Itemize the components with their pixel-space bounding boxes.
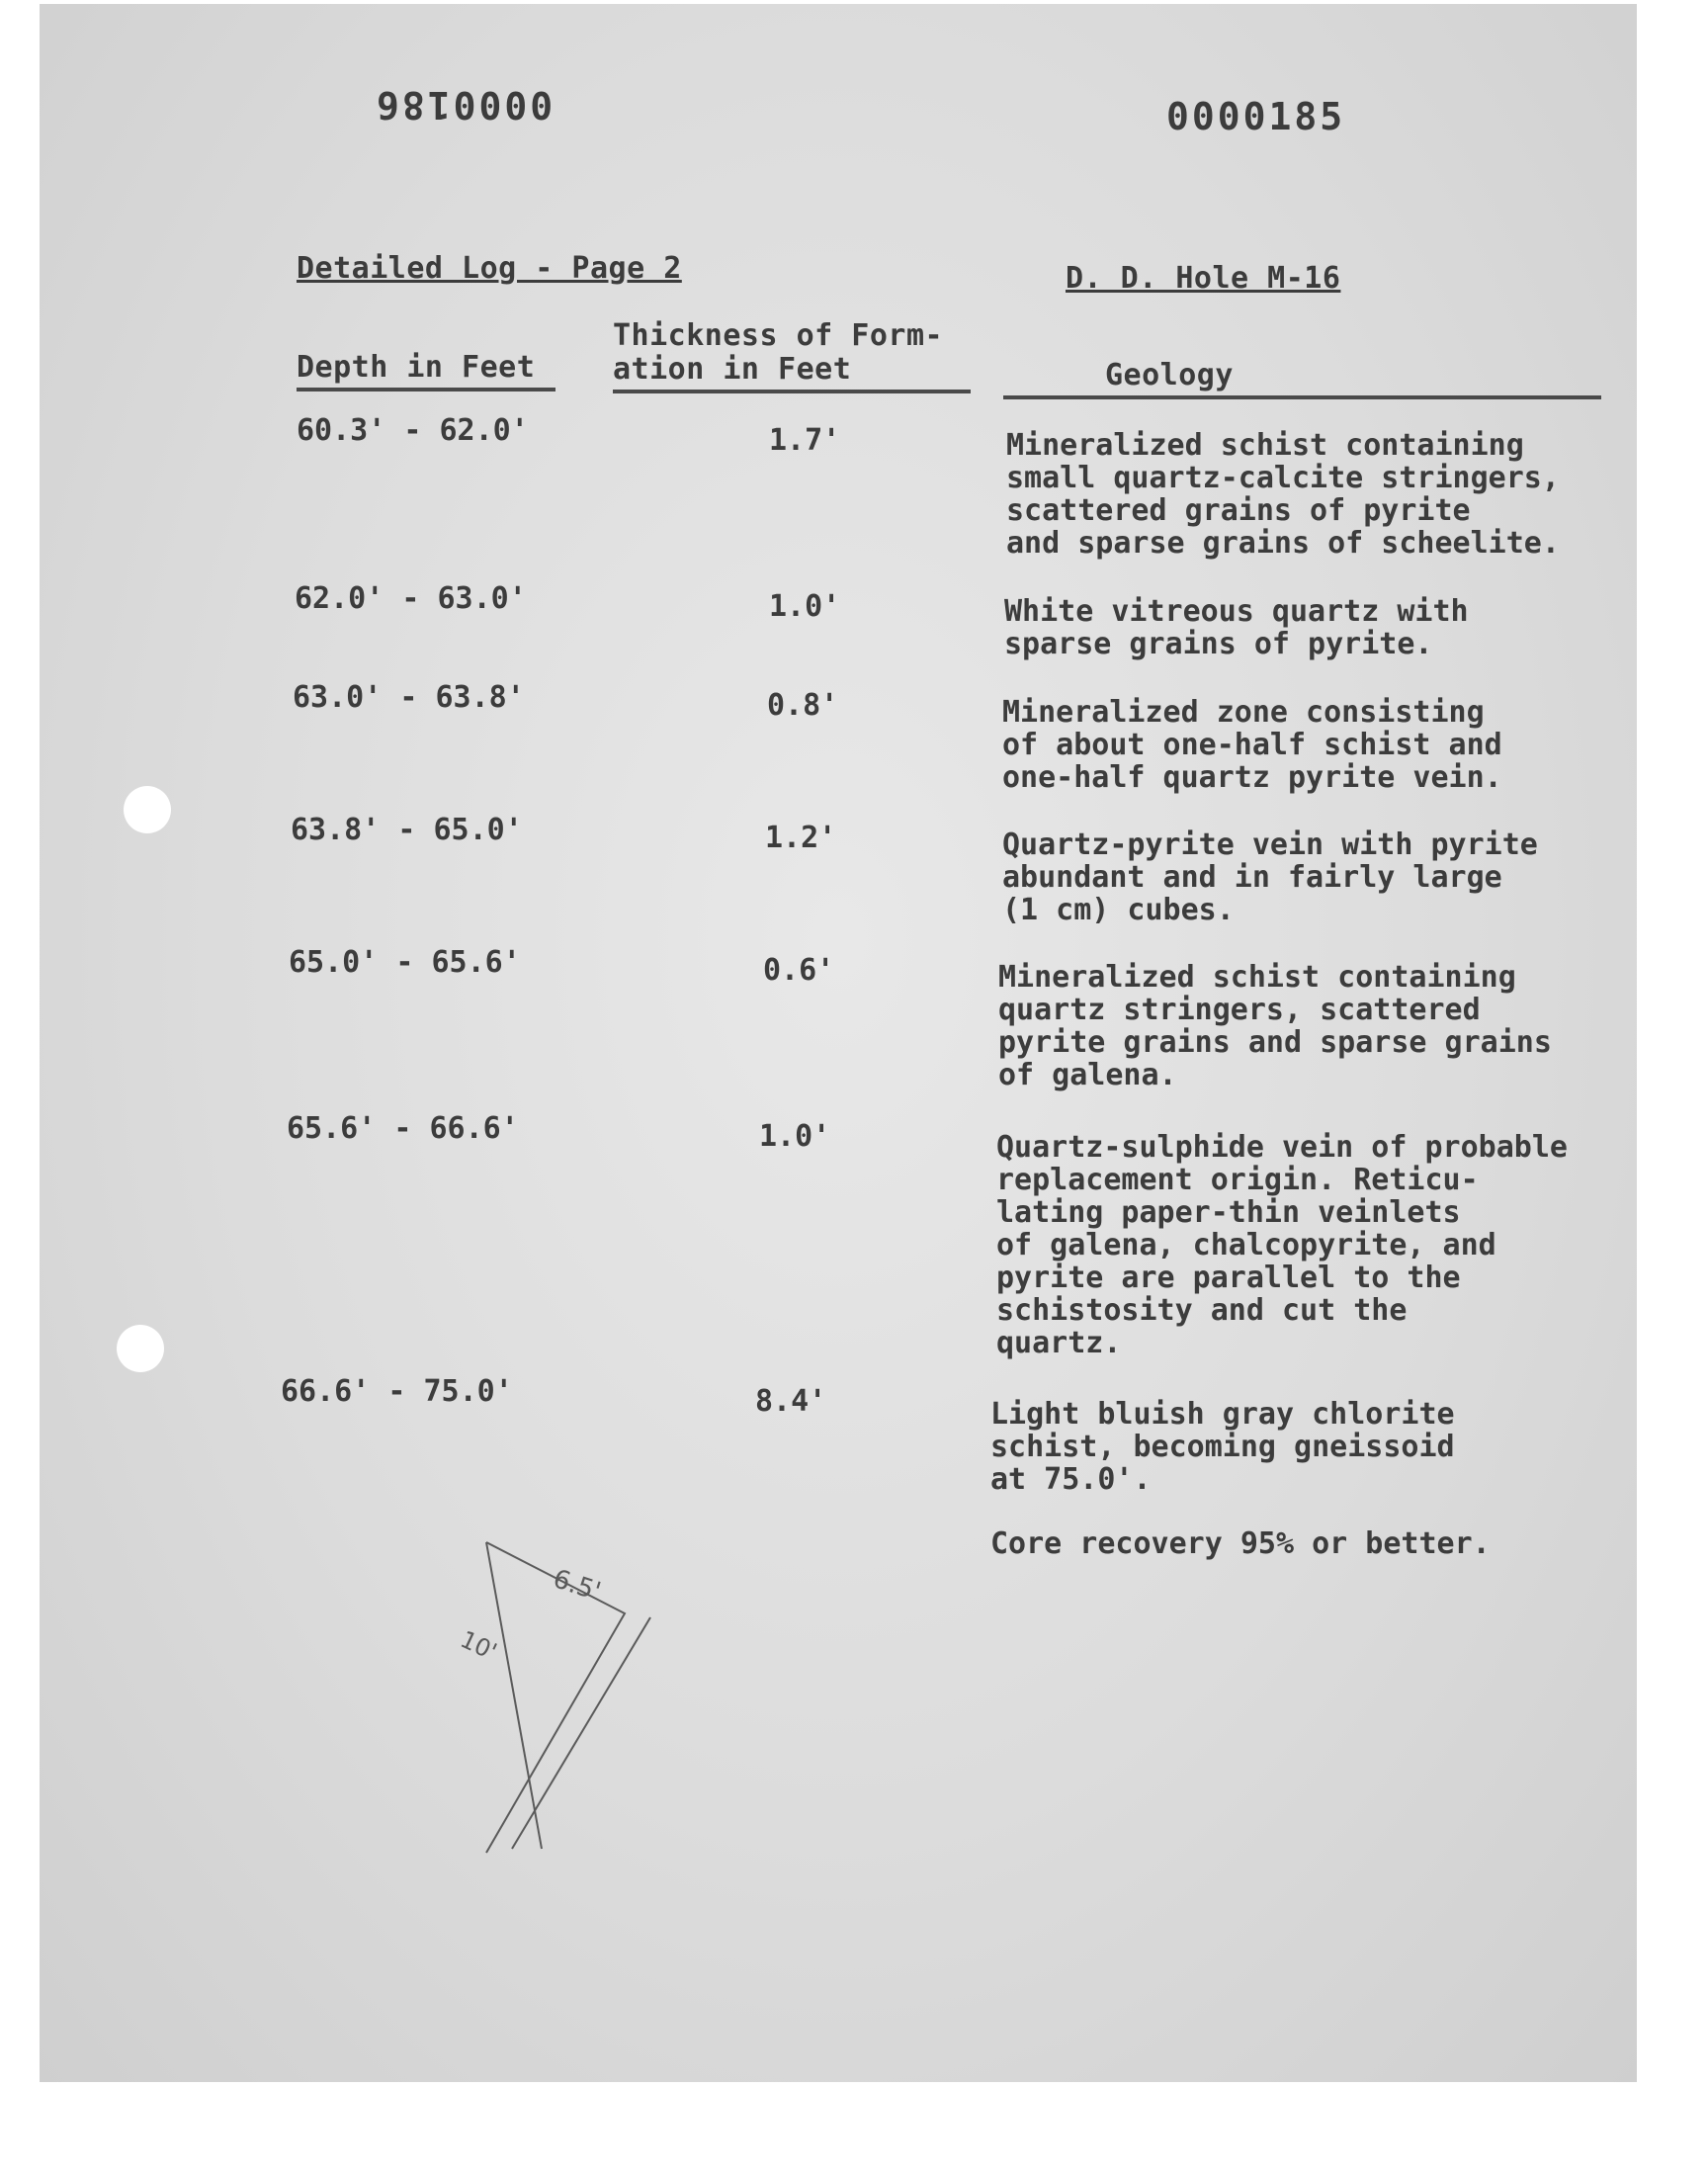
- row-4-thickness: 1.2': [765, 821, 837, 855]
- row-6-geology: Quartz-sulphide vein of probable replacement origin. Reticu- lating paper-thin veinlets of galena, chalcopyrite, and pyrite are parallel to the schistosity and cut the quartz.: [996, 1130, 1568, 1360]
- row-1-depth: 60.3' - 62.0': [297, 413, 529, 448]
- col-header-thickness-line1: Thickness of Form-: [613, 318, 944, 353]
- col-header-geology: Geology: [1105, 358, 1234, 392]
- row-2-geology: White vitreous quartz with sparse grains of pyrite.: [1004, 594, 1469, 661]
- col-underline-thickness: [613, 390, 971, 393]
- row-7-depth: 66.6' - 75.0': [281, 1374, 513, 1409]
- hole-title: D. D. Hole M-16: [1066, 261, 1341, 296]
- row-7-geology: Light bluish gray chlorite schist, becoming gneissoid at 75.0'.: [990, 1397, 1455, 1497]
- row-5-depth: 65.0' - 65.6': [289, 945, 521, 980]
- col-underline-depth: [297, 388, 555, 392]
- row-3-geology: Mineralized zone consisting of about one-half schist and one-half quartz pyrite vein.: [1002, 695, 1502, 795]
- row-1-thickness: 1.7': [769, 423, 841, 458]
- col-header-depth: Depth in Feet: [297, 350, 536, 385]
- core-recovery-note: Core recovery 95% or better.: [990, 1526, 1491, 1561]
- row-5-geology: Mineralized schist containing quartz stringers, scattered pyrite grains and sparse grains of galena.: [998, 960, 1552, 1092]
- row-6-depth: 65.6' - 66.6': [287, 1111, 519, 1146]
- binder-hole-top: [124, 786, 171, 833]
- sketch-label-side: 10': [456, 1625, 501, 1667]
- row-5-thickness: 0.6': [763, 953, 835, 988]
- log-page-title: Detailed Log - Page 2: [297, 251, 682, 286]
- col-header-thickness-line2: ation in Feet: [613, 352, 852, 387]
- row-4-depth: 63.8' - 65.0': [291, 813, 523, 847]
- stamp-number-left: 0000186: [374, 83, 554, 127]
- col-underline-geology: [1003, 395, 1601, 399]
- row-3-thickness: 0.8': [767, 688, 839, 723]
- row-2-depth: 62.0' - 63.0': [295, 581, 527, 616]
- row-6-thickness: 1.0': [759, 1119, 831, 1154]
- sketch-label-top: 6.5': [549, 1564, 605, 1608]
- row-1-geology: Mineralized schist containing small quartz-calcite stringers, scattered grains of pyrite and sparse grains of scheelite.: [1006, 428, 1560, 561]
- row-2-thickness: 1.0': [769, 589, 841, 624]
- binder-hole-bottom: [117, 1325, 164, 1372]
- triangle-sketch: [435, 1522, 672, 1859]
- row-7-thickness: 8.4': [755, 1384, 827, 1419]
- stamp-number-right: 0000185: [1166, 95, 1346, 138]
- row-3-depth: 63.0' - 63.8': [293, 680, 525, 715]
- row-4-geology: Quartz-pyrite vein with pyrite abundant and in fairly large (1 cm) cubes.: [1002, 827, 1538, 927]
